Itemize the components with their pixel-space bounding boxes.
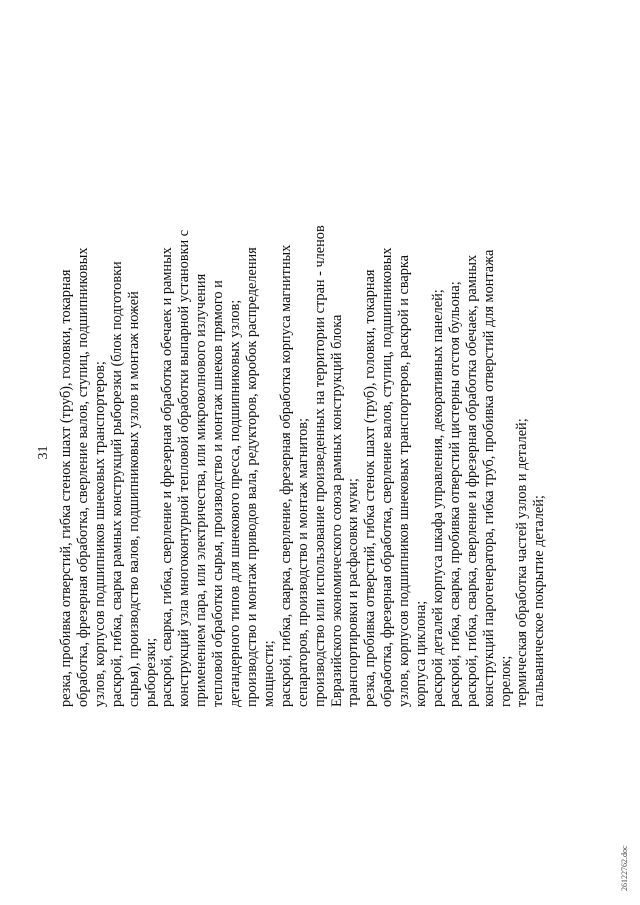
- text-line: узлов, корпусов подшипников шнековых транспортеров;: [91, 361, 108, 707]
- text-line: раскрой, сварка, гибка, сверление и фрезерная обработка обечаек и рамных: [159, 247, 176, 707]
- text-line: конструкций парогенератора, гибка труб, пробивка отверстий для монтажа: [480, 249, 497, 707]
- text-line: узлов, корпусов подшипников шнековых транспортеров, раскрой и сварка: [396, 254, 413, 707]
- page-number: 31: [36, 445, 51, 460]
- text-line: транспортировки и расфасовки муки;: [345, 478, 362, 707]
- footer-file-code: 26122762.doc: [620, 845, 629, 891]
- text-line: горелок;: [497, 655, 514, 707]
- text-line: термическая обработка частей узлов и деталей;: [514, 418, 531, 707]
- text-line: раскрой, гибка, сварка рамных конструкций рыборезки (блок подготовки: [108, 261, 125, 707]
- text-line: раскрой деталей корпуса шкафа управления, декоративных панелей;: [429, 289, 446, 707]
- text-line: производство или использование произведенных на территории стран - членов: [311, 225, 328, 707]
- text-line: применением пара, или электричества, или микроволнового излучения: [193, 273, 210, 707]
- text-line: обработка, фрезерная обработка, сверление валов, ступиц, подшипниковых: [74, 247, 91, 707]
- text-line: конструкций узла многоконтурной тепловой обработки выпарной установки с: [176, 229, 193, 707]
- text-line: раскрой, гибка, сварка, сверление и фрезерная обработка обечаек, рамных: [463, 254, 480, 707]
- text-line: раскрой, гибка, сварка, сверление, фрезерная обработка корпуса магнитных: [277, 244, 294, 707]
- text-line: корпуса циклона;: [413, 600, 430, 707]
- text-line: резка, пробивка отверстий, гибка стенок шахт (труб), головки, токарная: [362, 269, 379, 707]
- document-body: [58, 179, 548, 707]
- text-line: Евразийского экономического союза рамных конструкций блока: [328, 314, 345, 707]
- text-line: раскрой, гибка, сварка, пробивка отверстий цистерны отстоя бульона;: [446, 281, 463, 707]
- text-line: сырья), производство валов, подшипниковых узлов и монтаж ножей: [125, 291, 142, 707]
- text-line: тепловой обработки сырья, производство и монтаж шнеков прямого и: [210, 280, 227, 707]
- text-line: рыборезки;: [142, 637, 159, 707]
- text-line: гальваническое покрытие деталей;: [531, 495, 548, 707]
- text-line: резка, пробивка отверстий, гибка стенок шахт (труб), головки, токарная: [58, 269, 74, 707]
- text-line: детандерного типов для шнекового пресса, подшипниковых узлов;: [227, 299, 244, 707]
- text-line: обработка, фрезерная обработка, сверление валов, ступиц, подшипниковых: [379, 247, 396, 707]
- text-line: производство и монтаж приводов вала, редукторов, коробок распределения: [243, 247, 260, 707]
- text-line: мощности;: [260, 640, 277, 707]
- text-line: сепараторов, производство и монтаж магнитов;: [294, 418, 311, 707]
